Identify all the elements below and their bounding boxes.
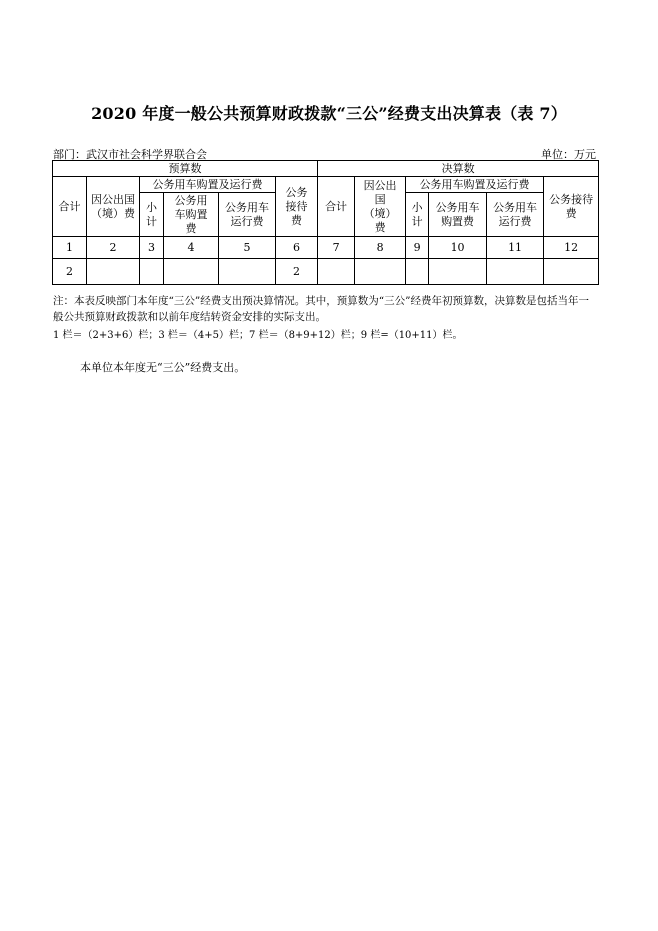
final-abroad-header: 因公出国（境）费 bbox=[355, 177, 406, 237]
table-cell bbox=[140, 259, 164, 285]
column-number-cell: 12 bbox=[544, 237, 599, 259]
table-row bbox=[53, 259, 599, 285]
column-number-cell: 9 bbox=[406, 237, 429, 259]
budget-purchase-header: 公务用车购置费 bbox=[164, 193, 219, 237]
table-cell bbox=[318, 259, 355, 285]
table-cell bbox=[487, 259, 544, 285]
column-number-cell: 3 bbox=[140, 237, 164, 259]
column-formula: 1 栏＝（2+3+6）栏；3 栏＝（4+5）栏；7 栏＝（8+9+12）栏；9 栏=（10+11）栏。 bbox=[53, 330, 463, 341]
page-title: 2020 年度一般公共预算财政拨款“三公”经费支出决算表（表 7） bbox=[91, 104, 567, 123]
final-vehicle-header: 公务用车购置及运行费 bbox=[406, 177, 544, 193]
final-reception-header: 公务接待费 bbox=[544, 177, 599, 237]
budget-group-header: 预算数 bbox=[53, 161, 318, 177]
table-cell bbox=[406, 259, 429, 285]
final-group-header: 决算数 bbox=[318, 161, 599, 177]
column-number-row bbox=[53, 237, 599, 259]
budget-running-header: 公务用车运行费 bbox=[219, 193, 276, 237]
unit-label: 单位：万元 bbox=[541, 148, 596, 161]
table-header-row-1 bbox=[53, 177, 599, 193]
budget-total-header: 合计 bbox=[53, 177, 87, 237]
final-subtotal-header: 小计 bbox=[406, 193, 429, 237]
column-number-cell: 2 bbox=[87, 237, 140, 259]
final-running-header: 公务用车运行费 bbox=[487, 193, 544, 237]
budget-vehicle-header: 公务用车购置及运行费 bbox=[140, 177, 276, 193]
column-number-cell: 8 bbox=[355, 237, 406, 259]
department-label: 部门：武汉市社会科学界联合会 bbox=[53, 148, 207, 161]
final-total-header: 合计 bbox=[318, 177, 355, 237]
table-cell bbox=[219, 259, 276, 285]
column-number-cell: 7 bbox=[318, 237, 355, 259]
table-cell bbox=[544, 259, 599, 285]
table-group-header-row bbox=[53, 161, 599, 177]
budget-abroad-header: 因公出国（境）费 bbox=[87, 177, 140, 237]
budget-subtotal-header: 小计 bbox=[140, 193, 164, 237]
table-note: 注：本表反映部门本年度“三公”经费支出预决算情况。其中，预算数为“三公”经费年初预算数，决算数是包括当年一般公共预算财政拨款和以前年度结转资金安排的实际支出。 bbox=[53, 295, 589, 323]
column-number-cell: 11 bbox=[487, 237, 544, 259]
column-number-cell: 4 bbox=[164, 237, 219, 259]
column-number-cell: 5 bbox=[219, 237, 276, 259]
table-cell bbox=[164, 259, 219, 285]
table-cell bbox=[87, 259, 140, 285]
column-number-cell: 6 bbox=[276, 237, 318, 259]
table-cell bbox=[355, 259, 406, 285]
column-number-cell: 1 bbox=[53, 237, 87, 259]
final-purchase-header: 公务用车购置费 bbox=[429, 193, 487, 237]
table-cell: 2 bbox=[53, 259, 87, 285]
column-number-cell: 10 bbox=[429, 237, 487, 259]
table-cell bbox=[429, 259, 487, 285]
budget-reception-header: 公务接待费 bbox=[276, 177, 318, 237]
three-public-expenses-table bbox=[52, 160, 599, 285]
no-expense-statement: 本单位本年度无“三公”经费支出。 bbox=[80, 361, 246, 374]
table-cell: 2 bbox=[276, 259, 318, 285]
